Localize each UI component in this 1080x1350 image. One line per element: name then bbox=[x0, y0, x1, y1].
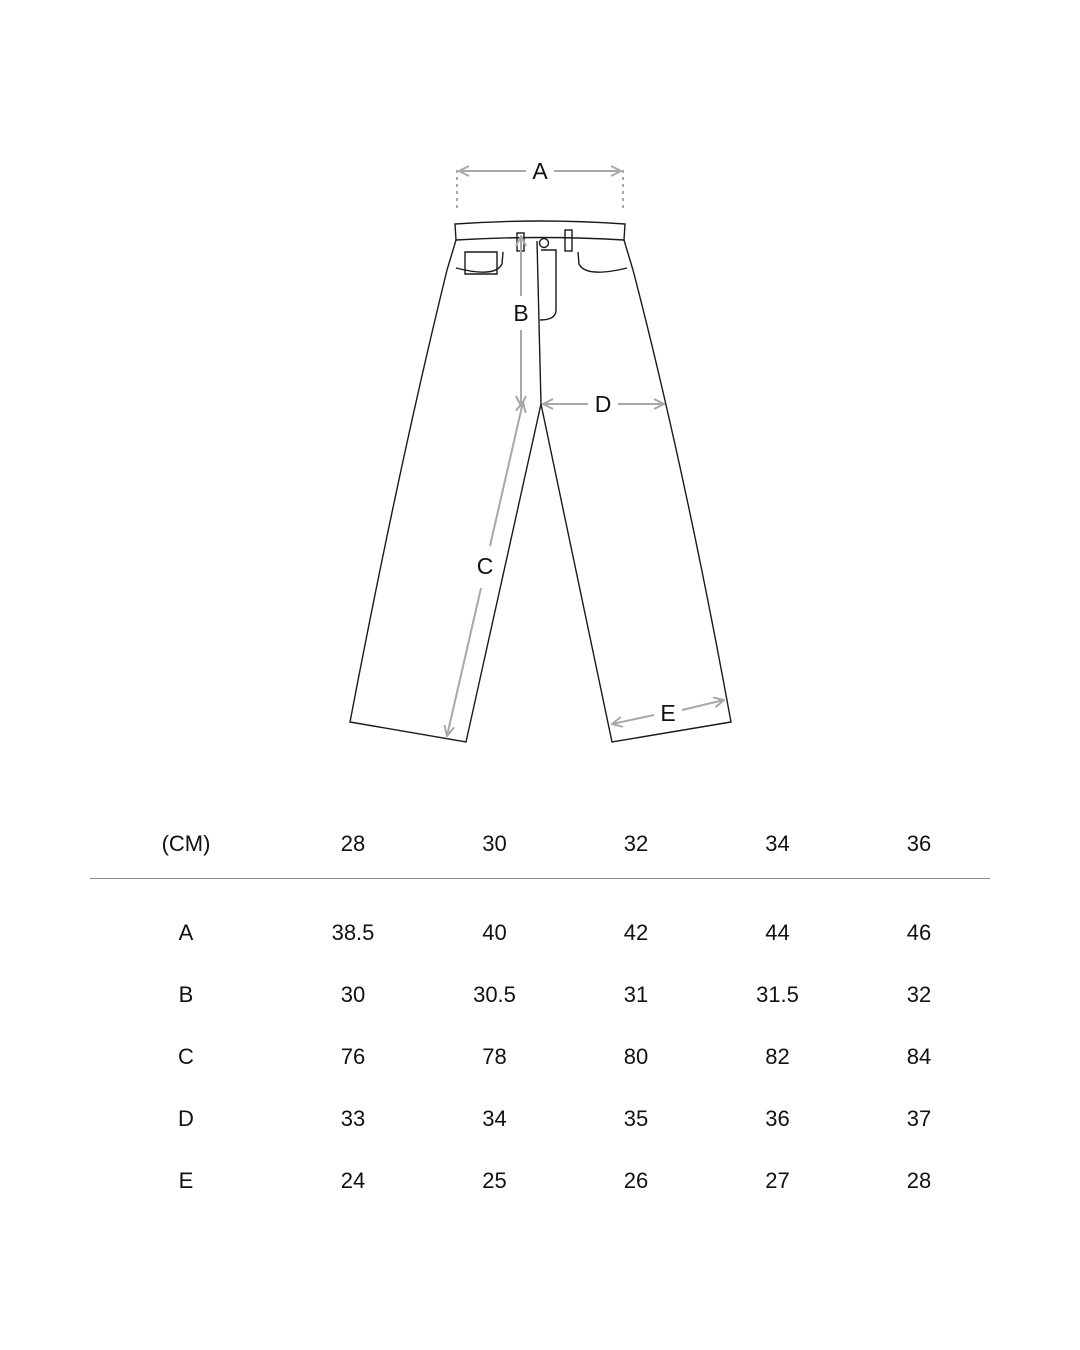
row-label: C bbox=[178, 1044, 194, 1069]
label-c: C bbox=[476, 553, 494, 579]
table-row-a bbox=[90, 902, 990, 964]
label-e: E bbox=[660, 700, 676, 726]
measure-e bbox=[612, 700, 724, 726]
size-header-28: 28 bbox=[340, 831, 366, 856]
table-cell: 32 bbox=[906, 982, 932, 1007]
table-cell: 40 bbox=[482, 920, 507, 945]
table-cell: 27 bbox=[765, 1168, 790, 1193]
measure-d bbox=[543, 391, 664, 417]
size-header-36: 36 bbox=[906, 831, 932, 856]
table-cell: 76 bbox=[340, 1044, 366, 1069]
row-label: B bbox=[178, 982, 194, 1007]
row-label: A bbox=[178, 920, 194, 945]
table-cell: 44 bbox=[765, 920, 790, 945]
table-cell: 26 bbox=[623, 1168, 649, 1193]
measure-c bbox=[447, 402, 523, 736]
row-label: D bbox=[178, 1106, 194, 1131]
table-cell: 37 bbox=[906, 1106, 932, 1131]
size-header-32: 32 bbox=[623, 831, 649, 856]
table-row-b bbox=[90, 964, 990, 1026]
table-cell: 25 bbox=[482, 1168, 507, 1193]
measure-a bbox=[457, 158, 623, 208]
label-b: B bbox=[513, 300, 529, 326]
measure-b bbox=[513, 236, 528, 406]
label-a: A bbox=[532, 158, 548, 184]
table-row-e bbox=[90, 1150, 990, 1212]
pants-outline bbox=[350, 221, 731, 742]
table-cell: 24 bbox=[340, 1168, 366, 1193]
label-d: D bbox=[594, 391, 612, 417]
table-cell: 38.5 bbox=[331, 920, 375, 945]
table-cell: 30.5 bbox=[473, 982, 516, 1007]
table-cell: 82 bbox=[765, 1044, 790, 1069]
table-cell: 31 bbox=[623, 982, 649, 1007]
table-row-d bbox=[90, 1088, 990, 1150]
table-cell: 42 bbox=[623, 920, 649, 945]
unit-label: (CM) bbox=[161, 831, 211, 856]
size-chart-table bbox=[90, 810, 990, 1212]
table-header-row bbox=[90, 810, 990, 879]
table-cell: 34 bbox=[482, 1106, 507, 1131]
size-header-30: 30 bbox=[482, 831, 507, 856]
table-cell: 35 bbox=[623, 1106, 649, 1131]
table-cell: 80 bbox=[623, 1044, 649, 1069]
size-header-34: 34 bbox=[765, 831, 790, 856]
table-cell: 46 bbox=[906, 920, 932, 945]
table-cell: 84 bbox=[906, 1044, 932, 1069]
table-row-c bbox=[90, 1026, 990, 1088]
table-cell: 30 bbox=[340, 982, 366, 1007]
row-label: E bbox=[178, 1168, 194, 1193]
table-cell: 31.5 bbox=[756, 982, 799, 1007]
table-cell: 28 bbox=[906, 1168, 932, 1193]
table-body bbox=[90, 879, 990, 1212]
table-cell: 36 bbox=[765, 1106, 790, 1131]
table-cell: 33 bbox=[340, 1106, 366, 1131]
table-cell: 78 bbox=[482, 1044, 507, 1069]
